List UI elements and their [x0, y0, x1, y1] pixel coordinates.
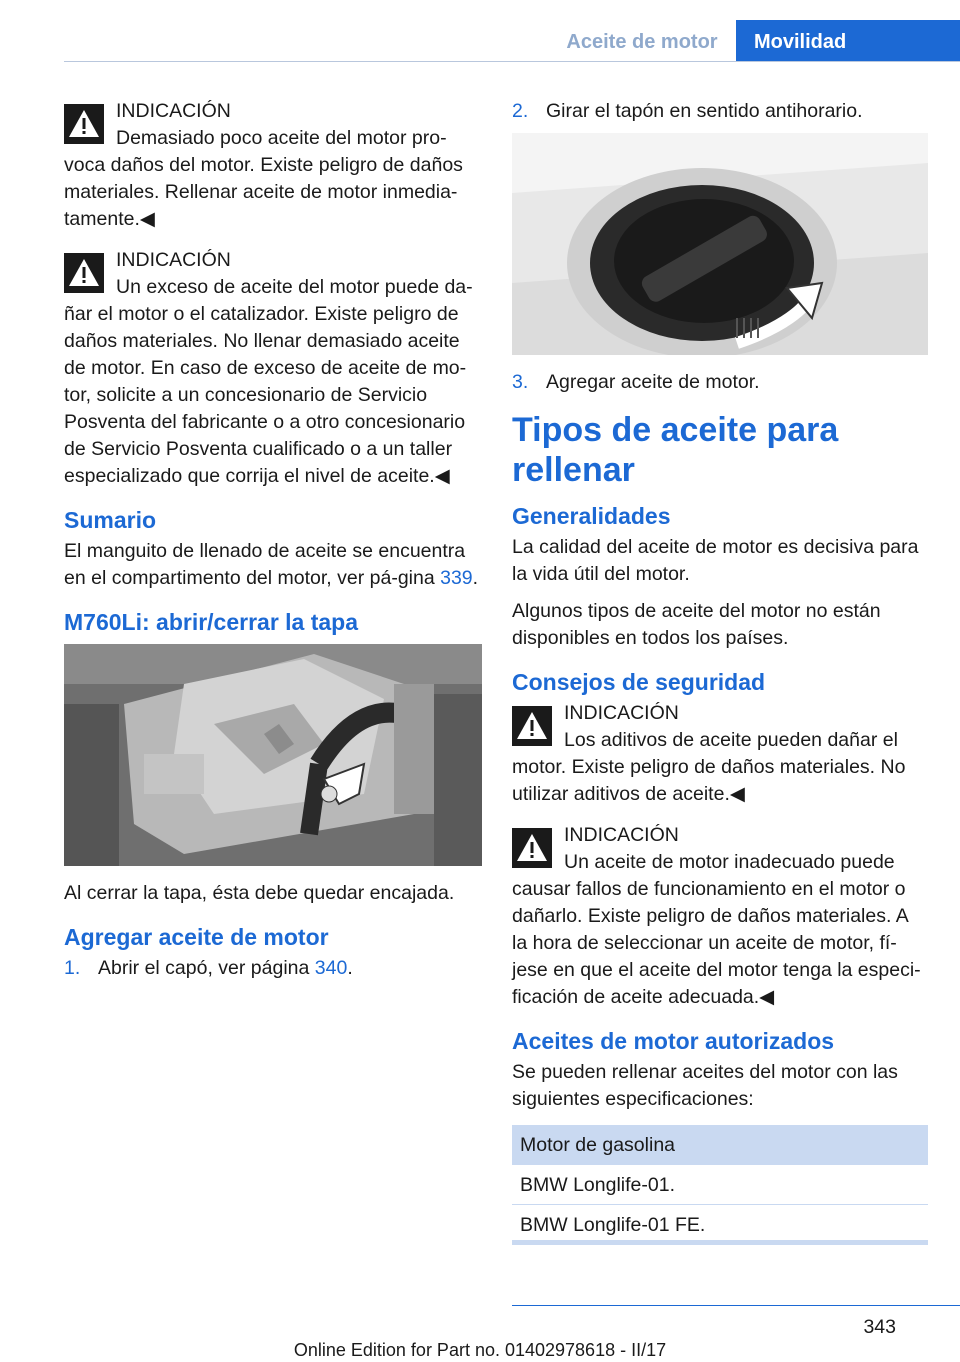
- notice-text: [512, 727, 928, 808]
- step-number: 1.: [64, 957, 81, 979]
- page-link-340[interactable]: 340: [314, 957, 348, 979]
- warning-icon: [64, 253, 104, 293]
- notice-rest: voca daños del motor. Existe peligro de daños materiales. Rellenar aceite de motor inmedia-tamente.◀: [64, 154, 463, 230]
- generalidades-p1: La calidad del aceite de motor es decisiva para la vida útil del motor.: [512, 536, 919, 585]
- notice-title: INDICACIÓN: [564, 702, 679, 724]
- step-end: .: [347, 957, 353, 979]
- notice-excess-oil: [64, 247, 482, 490]
- table-row: BMW Longlife-01 FE.: [512, 1205, 928, 1245]
- oil-spec-table: [512, 1125, 928, 1245]
- notice-first-line: Un exceso de aceite del motor puede da-: [116, 276, 473, 298]
- heading-tipos: Tipos de aceite para rellenar: [512, 411, 839, 489]
- warning-icon: [64, 104, 104, 144]
- step-number: 3.: [512, 371, 529, 393]
- notice-additives: [512, 700, 928, 808]
- sumario-text: [64, 538, 482, 592]
- chapter-tab[interactable]: Movilidad: [736, 20, 960, 62]
- warning-icon: [512, 828, 552, 868]
- footer-divider: [512, 1305, 960, 1306]
- notice-title: INDICACIÓN: [116, 100, 231, 122]
- notice-title: INDICACIÓN: [116, 249, 231, 271]
- heading-generalidades: Generalidades: [512, 503, 671, 529]
- step-number: 2.: [512, 100, 529, 122]
- m760-caption: Al cerrar la tapa, ésta debe quedar encajada.: [64, 882, 455, 904]
- step-text: Girar el tapón en sentido antihorario.: [546, 100, 863, 122]
- heading-sumario: Sumario: [64, 507, 157, 533]
- notice-text: [64, 274, 482, 490]
- sumario-body: El manguito de llenado de aceite se encuentra en el compartimento del motor, ver pá-gina: [64, 540, 466, 589]
- step-2: [512, 98, 928, 125]
- table-row: BMW Longlife-01.: [512, 1165, 928, 1205]
- heading-autorizados: Aceites de motor autorizados: [512, 1028, 835, 1054]
- right-column: [512, 98, 928, 1245]
- header-divider: [64, 61, 960, 62]
- notice-rest: causar fallos de funcionamiento en el motor o dañarlo. Existe peligro de daños materiales. A la hora de seleccionar un aceite de motor, fí-jese en que el aceite del motor tenga la especi-ficación de aceite adecuada.◀: [512, 878, 921, 1008]
- oil-cap-image: [512, 133, 928, 355]
- notice-rest: motor. Existe peligro de daños materiales. No utilizar aditivos de aceite.◀: [512, 756, 906, 805]
- notice-first-line: Un aceite de motor inadecuado puede: [564, 851, 895, 873]
- left-column: [64, 98, 482, 988]
- notice-first-line: Demasiado poco aceite del motor pro-: [116, 127, 447, 149]
- page-number: 343: [863, 1316, 896, 1338]
- notice-low-oil: [64, 98, 482, 233]
- sumario-end: .: [472, 567, 479, 589]
- notice-text: [64, 125, 482, 233]
- step-3: [512, 369, 928, 396]
- heading-consejos: Consejos de seguridad: [512, 669, 766, 695]
- autorizados-text: Se pueden rellenar aceites del motor con las siguientes especificaciones:: [512, 1061, 898, 1110]
- notice-title: INDICACIÓN: [564, 824, 679, 846]
- notice-first-line: Los aditivos de aceite pueden dañar el: [564, 729, 898, 751]
- edition-note: Online Edition for Part no. 01402978618 - II/17: [293, 1340, 667, 1360]
- notice-rest: ñar el motor o el catalizador. Existe peligro de daños materiales. No llenar demasiado aceite de motor. En caso de exceso de aceite de mo-tor, solicite a un concesionario de Servicio Posventa del fabricante o a otro concesionario de Servicio Posventa cualificado o a un taller especializado que corrija el nivel de aceite.◀: [64, 303, 467, 487]
- table-header: Motor de gasolina: [512, 1125, 928, 1165]
- generalidades-p2: Algunos tipos de aceite del motor no están disponibles en todos los países.: [512, 600, 881, 649]
- page-link-339[interactable]: 339: [440, 567, 473, 589]
- step-1: [64, 955, 482, 982]
- heading-m760li: M760Li: abrir/cerrar la tapa: [64, 609, 359, 635]
- step-text: Agregar aceite de motor.: [546, 371, 760, 393]
- engine-bay-image: [64, 644, 482, 866]
- section-tab[interactable]: Aceite de motor: [566, 31, 718, 53]
- notice-text: [512, 849, 928, 1011]
- page-header: [0, 20, 960, 62]
- step-text: Abrir el capó, ver página: [98, 957, 315, 979]
- warning-icon: [512, 706, 552, 746]
- heading-agregar: Agregar aceite de motor: [64, 924, 329, 950]
- notice-wrong-oil: [512, 822, 928, 1011]
